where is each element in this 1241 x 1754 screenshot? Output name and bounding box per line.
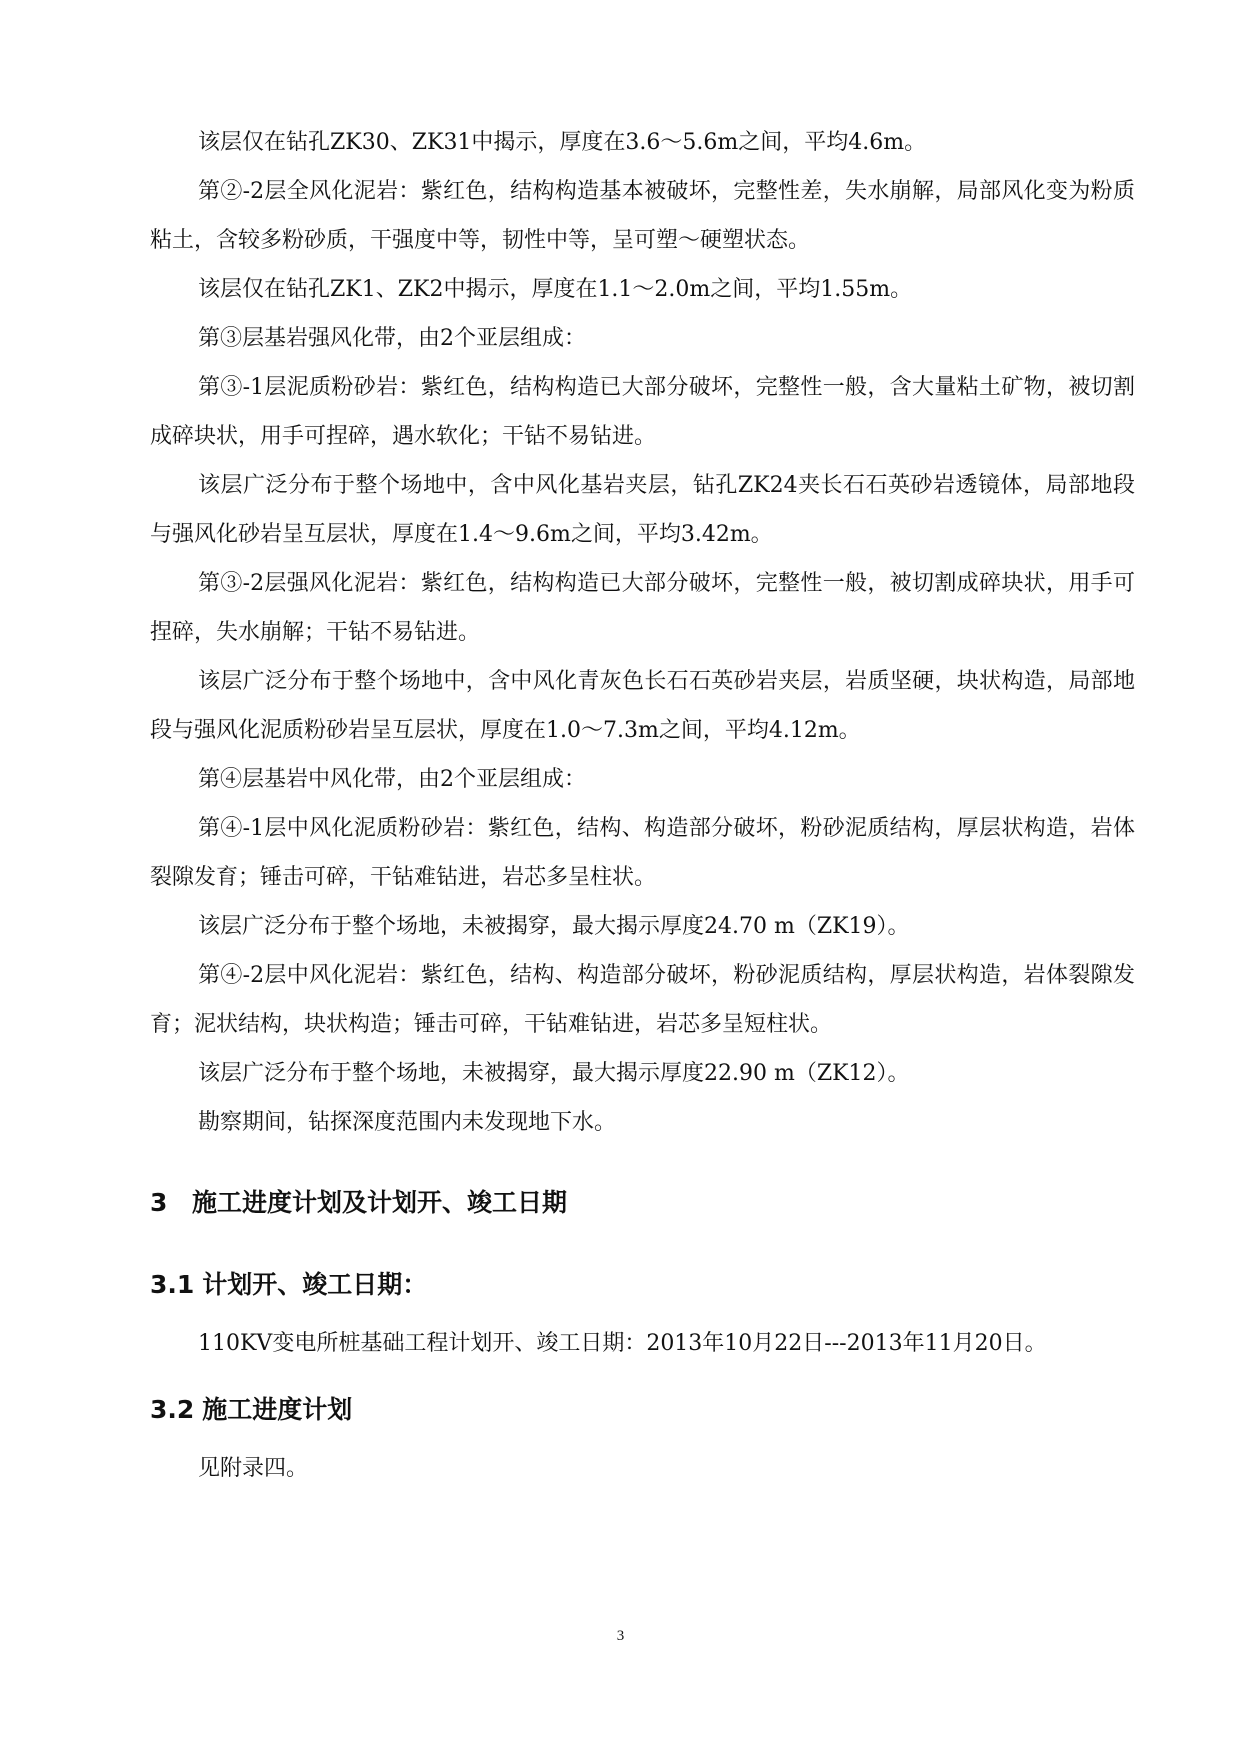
section-3-title: 施工进度计划及计划开、竣工日期: [192, 1188, 568, 1217]
paragraph-layer-3-1-distribution: 该层广泛分布于整个场地中，含中风化基岩夹层，钻孔ZK24夹长石石英砂岩透镜体，局部地段与强风化砂岩呈互层状，厚度在1.4～9.6m之间，平均3.42m。: [150, 473, 1135, 547]
paragraph-layer-3: 第③层基岩强风化带，由2个亚层组成：: [198, 326, 586, 351]
section-3-2-body: 见附录四。: [198, 1456, 309, 1481]
paragraph-layer-2-2: 第②-2层全风化泥岩：紫红色，结构构造基本被破坏，完整性差，失水崩解，局部风化变为粉质粘土，含较多粉砂质，干强度中等，韧性中等，呈可塑～硬塑状态。: [150, 179, 1135, 253]
paragraph-layer-4-2-distribution: 该层广泛分布于整个场地，未被揭穿，最大揭示厚度22.90 m（ZK12）。: [198, 1061, 910, 1086]
paragraph-zk1-zk2: 该层仅在钻孔ZK1、ZK2中揭示，厚度在1.1～2.0m之间，平均1.55m。: [198, 277, 913, 302]
paragraph-layer-4-2: 第④-2层中风化泥岩：紫红色，结构、构造部分破坏，粉砂泥质结构，厚层状构造，岩体裂隙发育；泥状结构，块状构造；锤击可碎，干钻难钻进，岩芯多呈短柱状。: [150, 963, 1135, 1037]
paragraph-layer-4: 第④层基岩中风化带，由2个亚层组成：: [198, 767, 586, 792]
paragraph-layer-3-1: 第③-1层泥质粉砂岩：紫红色，结构构造已大部分破坏，完整性一般，含大量粘土矿物，被切割成碎块状，用手可捏碎，遇水软化；干钻不易钻进。: [150, 375, 1135, 449]
page-number: 3: [616, 1628, 625, 1644]
section-3-1-number: 3.1: [150, 1270, 195, 1299]
section-3-1-heading: [150, 1251, 1135, 1319]
section-3-2-heading: [150, 1376, 1135, 1444]
paragraph-layer-4-1-distribution: 该层广泛分布于整个场地，未被揭穿，最大揭示厚度24.70 m（ZK19）。: [198, 914, 910, 939]
section-3-1-body: 110KV变电所桩基础工程计划开、竣工日期：2013年10月22日---2013年11月20日。: [198, 1331, 1047, 1356]
paragraph-layer-4-1: 第④-1层中风化泥质粉砂岩：紫红色，结构、构造部分破坏，粉砂泥质结构，厚层状构造，岩体裂隙发育；锤击可碎，干钻难钻进，岩芯多呈柱状。: [150, 816, 1135, 890]
section-3-1-title: 计划开、竣工日期：: [202, 1270, 428, 1299]
section-3-heading: [150, 1163, 1135, 1243]
paragraph-zk30-zk31: 该层仅在钻孔ZK30、ZK31中揭示，厚度在3.6～5.6m之间，平均4.6m。: [198, 130, 927, 155]
section-3-2-number: 3.2: [150, 1395, 195, 1424]
section-3-number: 3: [150, 1188, 168, 1217]
paragraph-layer-3-2-distribution: 该层广泛分布于整个场地中，含中风化青灰色长石石英砂岩夹层，岩质坚硬，块状构造，局部地段与强风化泥质粉砂岩呈互层状，厚度在1.0～7.3m之间，平均4.12m。: [150, 669, 1135, 743]
section-3-2-title: 施工进度计划: [202, 1395, 353, 1424]
page-content: [150, 118, 1135, 1493]
paragraph-groundwater: 勘察期间，钻探深度范围内未发现地下水。: [198, 1110, 617, 1135]
paragraph-layer-3-2: 第③-2层强风化泥岩：紫红色，结构构造已大部分破坏，完整性一般，被切割成碎块状，用手可捏碎，失水崩解；干钻不易钻进。: [150, 571, 1135, 645]
